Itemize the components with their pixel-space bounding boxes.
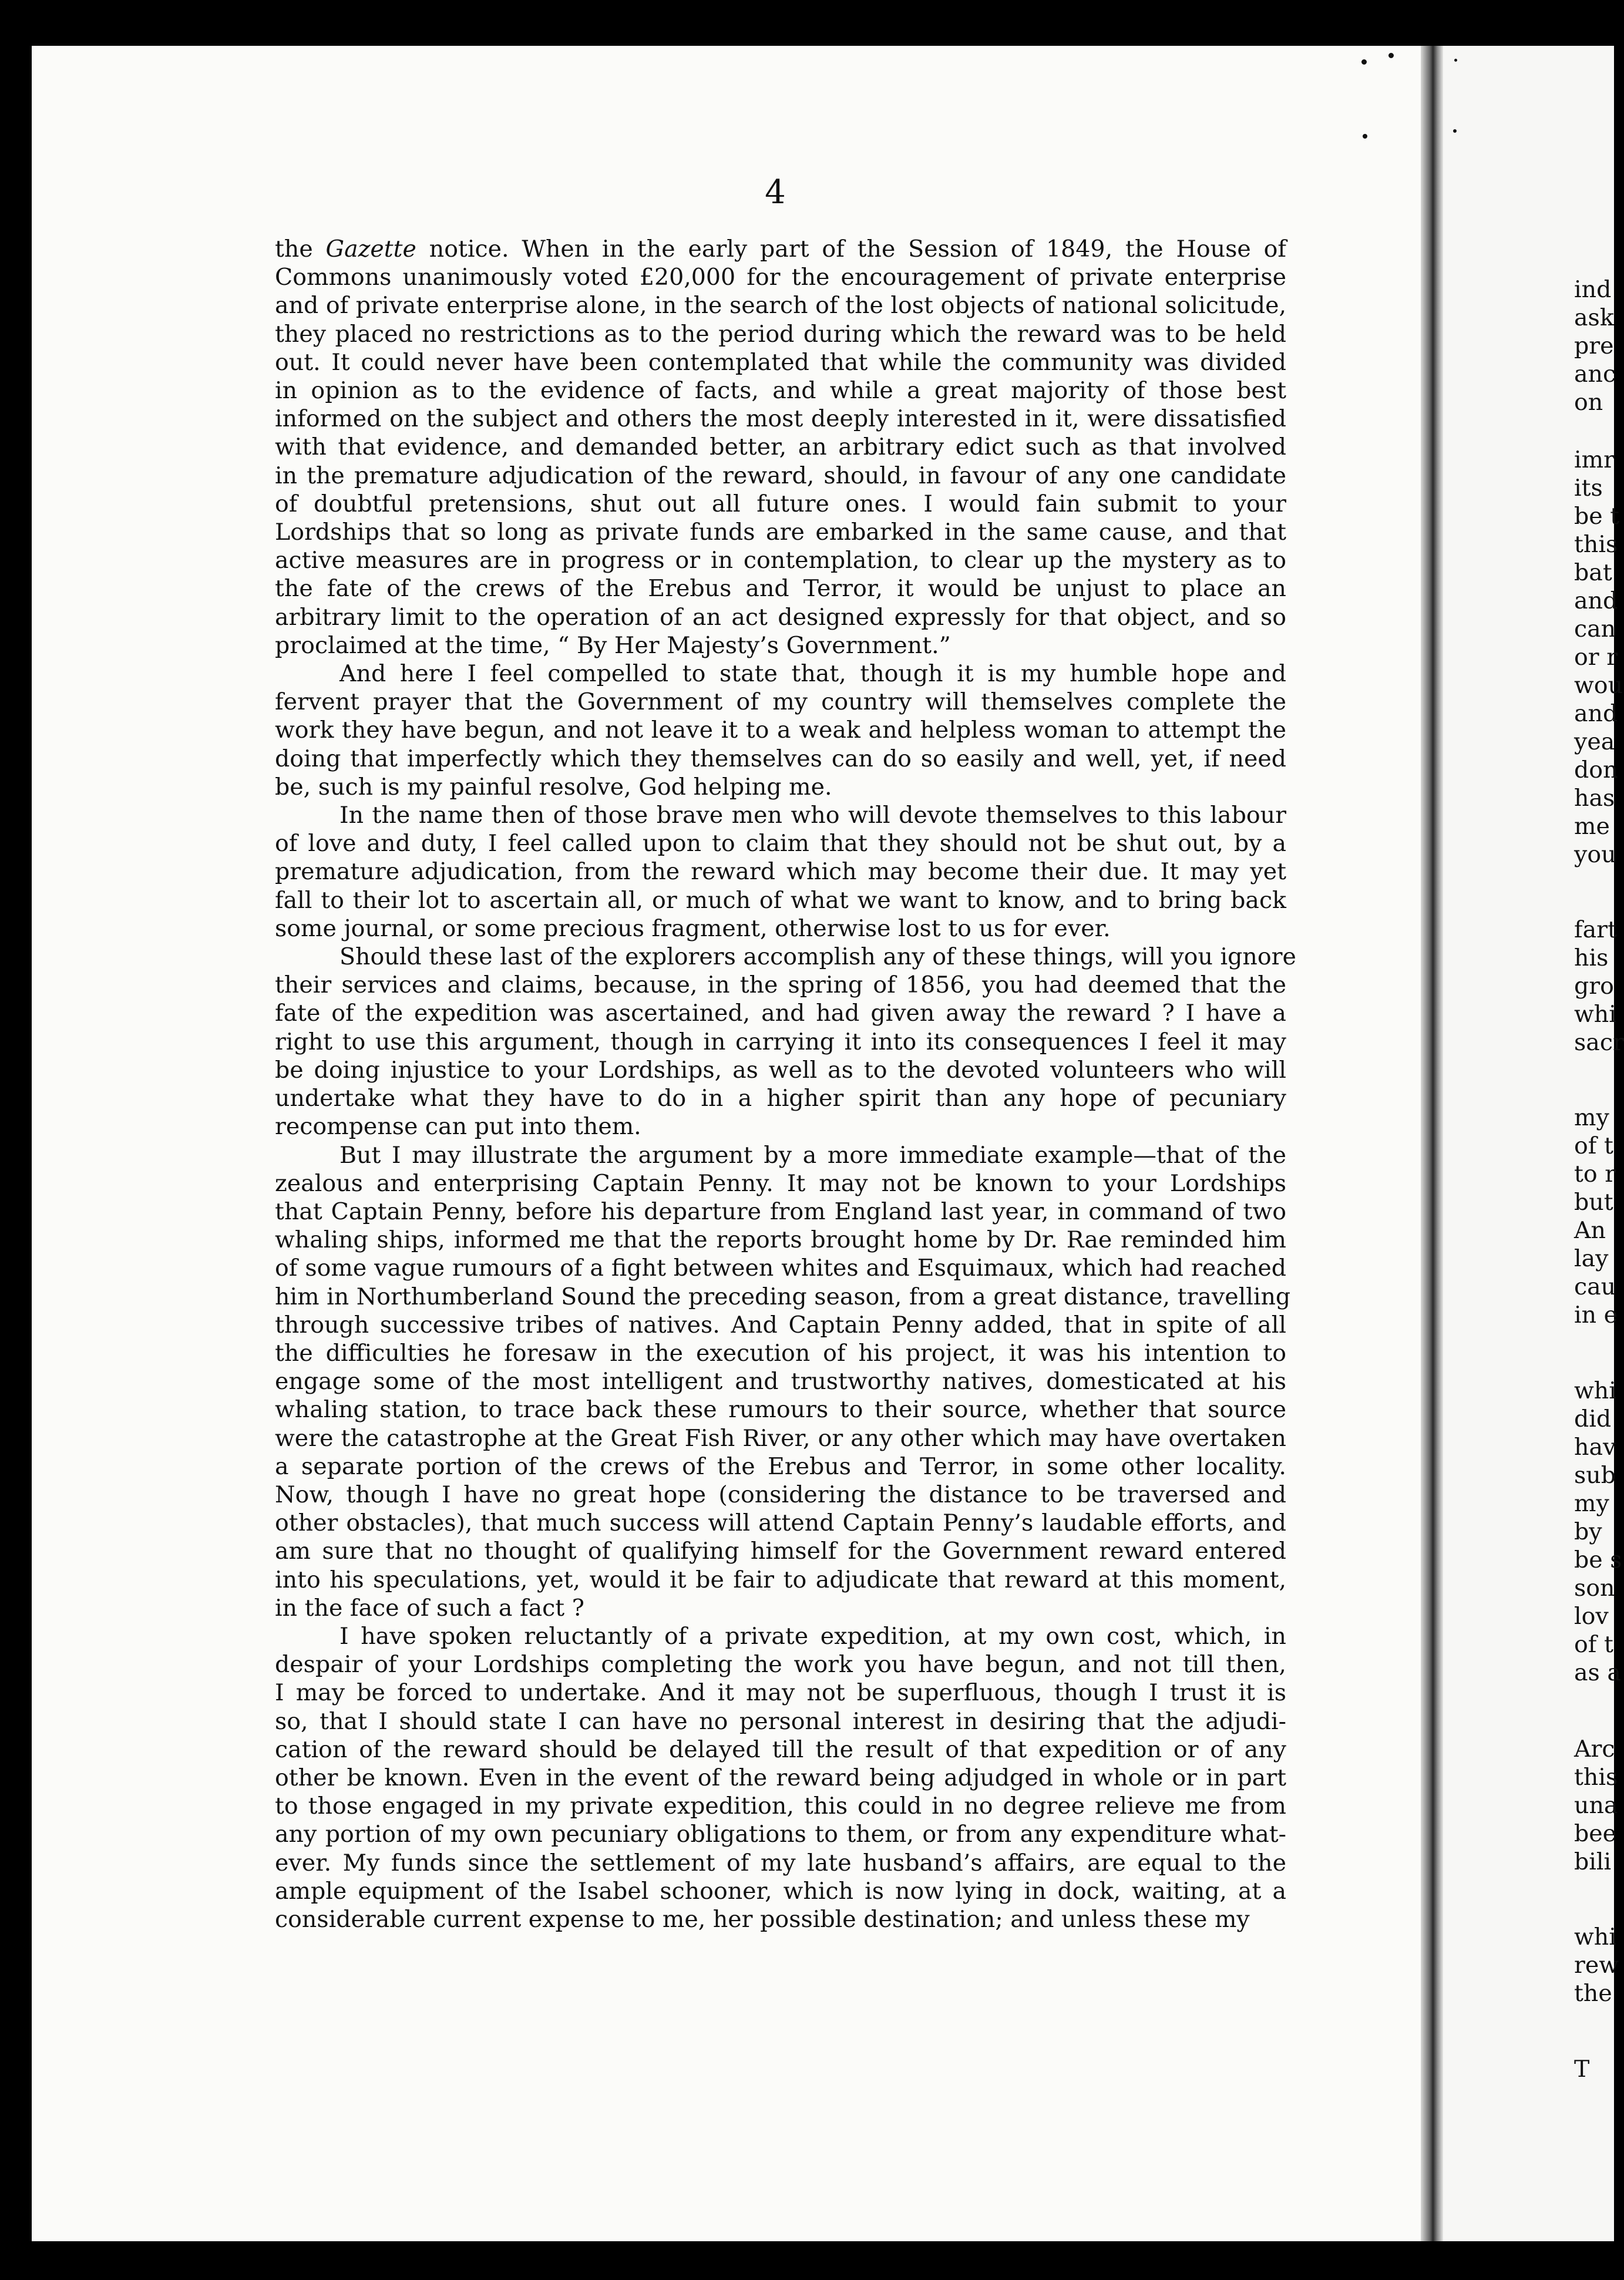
text-line: into his speculations, yet, would it be fair to adjudicate that reward at this moment,	[275, 1566, 1286, 1593]
text-line: recompense can put into them.	[275, 1113, 641, 1141]
right-page-fragment: anc	[1574, 361, 1616, 388]
paragraph	[275, 943, 1296, 1141]
text-line: the fate of the crews of the Erebus and Terror, it would be unjust to place an	[275, 575, 1286, 603]
text-line: other be known. Even in the event of the reward being adjudged in whole or in part	[275, 1764, 1286, 1791]
text-line: in the premature adjudication of the reward, should, in favour of any one candidate	[275, 462, 1286, 489]
right-page-fragment: of t	[1574, 1132, 1613, 1159]
paragraph	[275, 660, 1286, 801]
text-line: And here I feel compelled to state that, though it is my humble hope and	[339, 660, 1286, 688]
right-page-fragment: did	[1574, 1405, 1612, 1432]
text-line: ever. My funds since the settlement of my late husband’s affairs, are equal to the	[275, 1849, 1286, 1877]
scan-border-left	[0, 0, 29, 2280]
text-line: in the face of such a fact ?	[275, 1594, 584, 1622]
text-line: fall to their lot to ascertain all, or much of what we want to know, and to bring back	[275, 886, 1286, 914]
text-line: of some vague rumours of a fight between whites and Esquimaux, which had reached	[275, 1255, 1286, 1282]
right-page-fragment: its	[1574, 475, 1603, 502]
right-page-fragment: bee	[1574, 1820, 1617, 1847]
scan-speck	[1454, 59, 1457, 62]
scan-speck	[1388, 53, 1394, 58]
right-page-fragment: bat	[1574, 559, 1612, 586]
body-text	[275, 235, 1296, 1933]
right-page-fragment: my	[1574, 1104, 1609, 1131]
right-page-fragment: but	[1574, 1189, 1613, 1216]
right-page-fragment: this	[1574, 1764, 1618, 1791]
text-line: to those engaged in my private expedition, this could in no degree relieve me from	[275, 1793, 1286, 1820]
paragraph	[275, 235, 1286, 660]
paragraph	[275, 1141, 1291, 1622]
text-line: some journal, or some precious fragment, otherwise lost to us for ever.	[275, 914, 1111, 942]
text-line: be, such is my painful resolve, God helping me.	[275, 773, 832, 801]
text-line: In the name then of those brave men who will devote themselves to this labour	[339, 802, 1286, 829]
text-line: a separate portion of the crews of the Erebus and Terror, in some other locality.	[275, 1452, 1286, 1480]
right-page-fragment: to r	[1574, 1161, 1616, 1188]
right-page-fragment: this	[1574, 531, 1618, 558]
text-line: of love and duty, I feel called upon to claim that they should not be shut out, by a	[275, 830, 1286, 857]
right-page-fragment: ind	[1574, 276, 1612, 303]
text-line: with that evidence, and demanded better, an arbitrary edict such as that involved	[275, 433, 1286, 461]
book-gutter	[1421, 46, 1443, 2242]
right-page-fragment: by	[1574, 1518, 1602, 1545]
right-page-fragment: pre	[1574, 332, 1614, 359]
right-page-fragment: yea	[1574, 728, 1615, 755]
text-line: and of private enterprise alone, in the search of the lost objects of national solicitude,	[275, 292, 1287, 320]
right-page-fragment: fart	[1574, 916, 1617, 943]
right-page-fragment: on	[1574, 389, 1603, 416]
text-line: undertake what they have to do in a higher spirit than any hope of pecuniary	[275, 1085, 1286, 1112]
right-page-fragment: has	[1574, 785, 1615, 812]
right-page-fragment: lov	[1574, 1603, 1609, 1630]
text-line: engage some of the most intelligent and trustworthy natives, domesticated at his	[275, 1368, 1286, 1395]
right-page-fragment: An	[1574, 1217, 1606, 1244]
right-page-fragment: of t	[1574, 1631, 1613, 1658]
text-line: be doing injustice to your Lordships, as well as to the devoted volunteers who will	[275, 1056, 1286, 1084]
text-line: But I may illustrate the argument by a more immediate example—that of the	[339, 1141, 1286, 1169]
right-page-fragment: cau	[1574, 1273, 1616, 1300]
text-line: Commons unanimously voted £20,000 for the encouragement of private enterprise	[275, 264, 1286, 291]
right-page-fragment: you	[1574, 841, 1616, 868]
text-line: proclaimed at the time, “ By Her Majesty’s Government.”	[275, 631, 951, 659]
text-line: Now, though I have no great hope (considering the distance to be traversed and	[275, 1481, 1286, 1508]
right-page-fragment: his	[1574, 944, 1609, 971]
text-line: premature adjudication, from the reward which may become their due. It may yet	[275, 858, 1286, 886]
scan-speck	[1363, 134, 1367, 139]
text-line: their services and claims, because, in the spring of 1856, you had deemed that the	[275, 971, 1286, 999]
right-page-fragment: gro	[1574, 973, 1614, 1000]
text-line: through successive tribes of natives. And Captain Penny added, that in spite of all	[275, 1311, 1286, 1339]
right-page-fragment: and	[1574, 587, 1618, 614]
right-page-fragment: una	[1574, 1792, 1618, 1819]
scan-border-bottom	[0, 2241, 1614, 2280]
right-page-fragment: hav	[1574, 1434, 1616, 1461]
right-page-fragment: wou	[1574, 672, 1623, 699]
page-number: 4	[765, 173, 786, 211]
right-page-fragment: sub	[1574, 1462, 1616, 1489]
right-page-fragment: lay	[1574, 1245, 1609, 1272]
text-line: active measures are in progress or in contemplation, to clear up the mystery as to	[275, 547, 1286, 574]
scan-speck	[1361, 59, 1367, 65]
right-page-fragment: sacr	[1574, 1029, 1624, 1056]
text-line: him in Northumberland Sound the preceding season, from a great distance, travelling	[275, 1283, 1291, 1310]
text-line: am sure that no thought of qualifying himself for the Government reward entered	[275, 1538, 1286, 1565]
text-line: so, that I should state I can have no personal interest in desiring that the adjudi-	[275, 1707, 1286, 1735]
text-line: I may be forced to undertake. And it may not be superfluous, though I trust it is	[275, 1679, 1286, 1707]
text-line: whaling station, to trace back these rumours to their source, whether that source	[275, 1396, 1286, 1424]
scan-speck	[1453, 129, 1457, 133]
paragraph	[275, 801, 1286, 943]
right-page-fragment: whi	[1574, 1377, 1616, 1404]
paragraph	[275, 1622, 1286, 1933]
text-line: doing that imperfectly which they themselves can do so easily and well, yet, if need	[275, 745, 1286, 772]
right-page-fragment: bili	[1574, 1848, 1612, 1875]
text-line: Lordships that so long as private funds are embarked in the same cause, and that	[275, 519, 1286, 546]
right-page-fragment: as a	[1574, 1659, 1621, 1686]
text-line: informed on the subject and others the most deeply interested in it, were dissatisfied	[275, 405, 1286, 433]
right-page-fragment: T	[1574, 2056, 1590, 2083]
text-line: the difficulties he foresaw in the execution of his project, it was his intention to	[275, 1339, 1286, 1367]
right-page-fragment: the	[1574, 1980, 1612, 2007]
text-line: other obstacles), that much success will attend Captain Penny’s laudable efforts, and	[275, 1509, 1286, 1537]
right-page-fragment: rew	[1574, 1952, 1619, 1979]
text-line: right to use this argument, though in carrying it into its consequences I feel it may	[275, 1028, 1286, 1055]
text-line: work they have begun, and not leave it to a weak and helpless woman to attempt the	[275, 717, 1286, 744]
text-line: the Gazette notice. When in the early part of the Session of 1849, the House of	[275, 236, 1286, 263]
right-page-fragment: Arc	[1574, 1736, 1615, 1763]
text-line: out. It could never have been contemplated that while the community was divided	[275, 348, 1286, 376]
text-line: I have spoken reluctantly of a private expedition, at my own cost, which, in	[339, 1622, 1286, 1650]
text-line: they placed no restrictions as to the period during which the reward was to be held	[275, 320, 1286, 348]
text-line: fate of the expedition was ascertained, and had given away the reward ? I have a	[275, 1000, 1286, 1027]
text-line: were the catastrophe at the Great Fish River, or any other which may have overtaken	[275, 1424, 1286, 1452]
text-line: despair of your Lordships completing the work you have begun, and not till then,	[275, 1651, 1286, 1679]
right-page-fragment: be s	[1574, 1546, 1622, 1573]
right-page-fragment: be t	[1574, 503, 1620, 530]
text-line: that Captain Penny, before his departure from England last year, in command of two	[275, 1198, 1286, 1225]
right-page-fragment: or r	[1574, 644, 1618, 671]
right-page-fragment: me	[1574, 813, 1610, 840]
right-page-fragment: whi	[1574, 1923, 1616, 1951]
right-page-fragment: can	[1574, 616, 1616, 643]
right-page-fragment: my	[1574, 1490, 1609, 1517]
right-page-fragment: son	[1574, 1575, 1615, 1602]
text-line: zealous and enterprising Captain Penny. It may not be known to your Lordships	[275, 1169, 1286, 1197]
text-line: in opinion as to the evidence of facts, and while a great majority of those best	[275, 377, 1286, 405]
text-line: considerable current expense to me, her possible destination; and unless these my	[275, 1905, 1250, 1933]
text-line: of doubtful pretensions, shut out all future ones. I would fain submit to your	[275, 490, 1286, 517]
text-line: ample equipment of the Isabel schooner, which is now lying in dock, waiting, at a	[275, 1877, 1286, 1905]
text-line: Should these last of the explorers accomplish any of these things, will you ignore	[339, 943, 1296, 971]
scan-border-top	[0, 0, 1614, 46]
right-page-fragment: whi	[1574, 1001, 1616, 1028]
text-line: any portion of my own pecuniary obligations to them, or from any expenditure what-	[275, 1821, 1286, 1848]
text-line: cation of the reward should be delayed till the result of that expedition or of any	[275, 1736, 1286, 1763]
text-line: whaling ships, informed me that the reports brought home by Dr. Rae reminded him	[275, 1226, 1286, 1254]
right-page-fragment: ask	[1574, 304, 1614, 331]
right-page-fragment: don	[1574, 756, 1618, 783]
right-page-fragment: and	[1574, 700, 1618, 727]
text-line: fervent prayer that the Government of my country will themselves complete the	[275, 688, 1286, 716]
text-line: arbitrary limit to the operation of an act designed expressly for that object, and so	[275, 603, 1286, 631]
right-page-fragment: in e	[1574, 1302, 1618, 1329]
right-page-fragment: imr	[1574, 446, 1615, 473]
